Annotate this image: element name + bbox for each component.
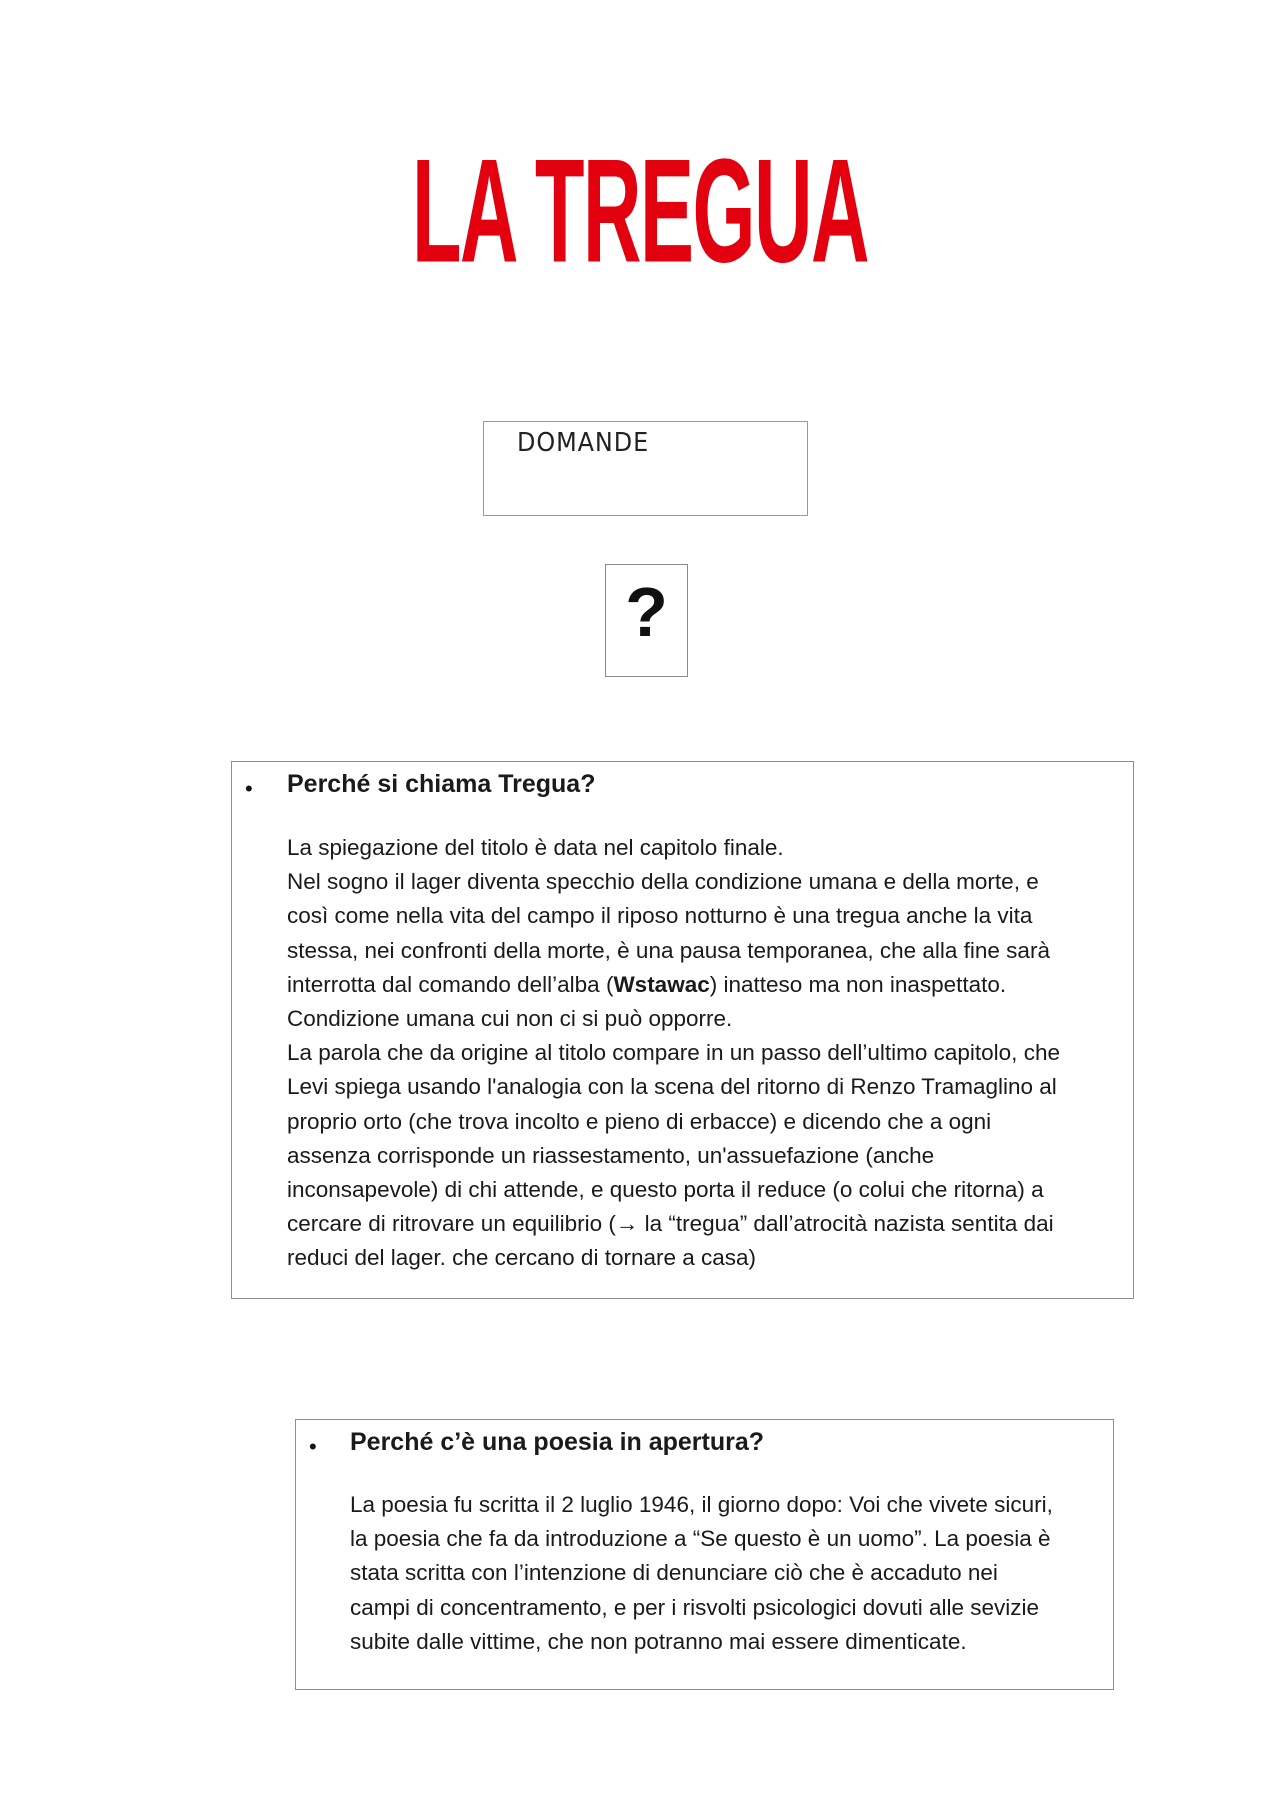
answer-line: cercare di ritrovare un equilibrio (→ la “tregua” dall’atrocità nazista sentita dai (287, 1211, 1054, 1237)
domande-label: DOMANDE (517, 428, 650, 458)
answer-line: proprio orto (che trova incolto e pieno di erbacce) e dicendo che a ogni (287, 1108, 992, 1134)
answer-line: Nel sogno il lager diventa specchio della condizione umana e della morte, e (287, 869, 1039, 895)
answer-line: campi di concentramento, e per i risvolti psicologici dovuti alle sevizie (350, 1594, 1040, 1620)
section-answer (287, 831, 1132, 1276)
section-question: Perché c’è una poesia in apertura? (350, 1428, 765, 1456)
question-mark-icon: ? (625, 573, 668, 651)
answer-line: così come nella vita del campo il riposo notturno è una tregua anche la vita (287, 903, 1033, 929)
wstawac-term: Wstawac (613, 971, 710, 997)
answer-line: stata scritta con l’intenzione di denunciare ciò che è accaduto nei (350, 1560, 998, 1586)
section-question: Perché si chiama Tregua? (287, 770, 596, 798)
answer-line (287, 968, 1132, 1002)
answer-line: reduci del lager. che cercano di tornare a casa) (287, 1245, 757, 1271)
answer-text: ) inatteso ma non inaspettato. (709, 971, 1007, 997)
answer-line: Levi spiega usando l'analogia con la scena del ritorno di Renzo Tramaglino al (287, 1074, 1057, 1100)
answer-text: interrotta dal comando dell’alba ( (287, 971, 614, 997)
answer-line: inconsapevole) di chi attende, e questo porta il reduce (o colui che ritorna) a (287, 1177, 1044, 1203)
page-title: LA TREGUA (411, 129, 869, 295)
answer-line: subite dalle vittime, che non potranno mai essere dimenticate. (350, 1628, 967, 1654)
answer-line: Condizione umana cui non ci si può opporre. (287, 1006, 733, 1032)
answer-line: La parola che da origine al titolo compare in un passo dell’ultimo capitolo, che (287, 1040, 1060, 1066)
bullet-icon: • (245, 776, 253, 801)
answer-line: la poesia che fa da introduzione a “Se questo è un uomo”. La poesia è (350, 1526, 1051, 1552)
bullet-icon: • (309, 1434, 317, 1459)
section-card-poesia (295, 1419, 1114, 1690)
question-mark-box (605, 564, 688, 677)
section-answer (350, 1488, 1112, 1659)
domande-box (483, 421, 808, 516)
answer-line: La poesia fu scritta il 2 luglio 1946, il giorno dopo: Voi che vivete sicuri, (350, 1492, 1053, 1517)
answer-line: La spiegazione del titolo è data nel capitolo finale. (287, 835, 784, 860)
section-card-tregua (231, 761, 1134, 1299)
answer-line: assenza corrisponde un riassestamento, un'assuefazione (anche (287, 1142, 935, 1168)
answer-line: stessa, nei confronti della morte, è una pausa temporanea, che alla fine sarà (287, 937, 1050, 963)
